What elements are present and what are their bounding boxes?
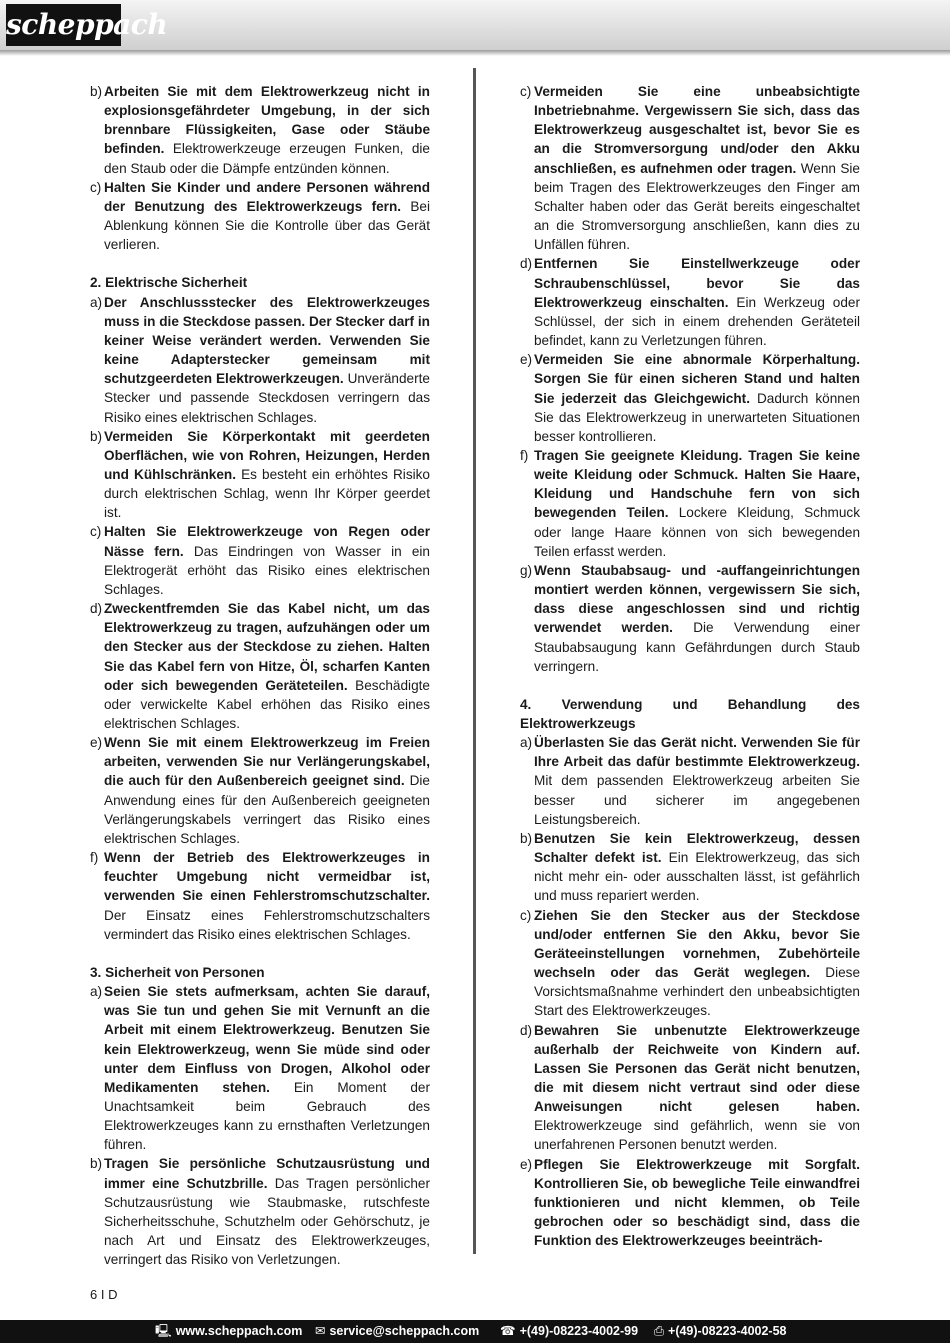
- item-bold-text: Vermeiden Sie eine unbeabsichtigte Inbetriebnahme. Vergewissern Sie sich, dass das Elektrowerkzeug ausgeschaltet ist, bevor Sie es an die Stromversorgung und/oder den Akku anschließen, es aufnehmen oder tragen.: [534, 84, 860, 176]
- item-bold-text: Wenn Sie mit einem Elektrowerkzeug im Freien arbeiten, verwenden Sie nur Verlängerungskabel, die auch für den Außenbereich geeignet sind.: [104, 735, 430, 789]
- item-label: d): [520, 256, 533, 272]
- section-heading: 2. Elektrische Sicherheit: [90, 275, 248, 291]
- item-normal-text: Ein Werkzeug oder Schlüssel, der sich in einem drehenden Geräteteil befindet, kann zu Verletzungen führen.: [534, 294, 860, 349]
- item-bold-text: Halten Sie Elektrowerkzeuge von Regen oder Nässe fern.: [104, 524, 430, 559]
- list-item: [520, 906, 860, 1021]
- item-normal-text: Ein Elektrowerkzeug, das sich nicht mehr ein- oder ausschalten lässt, ist gefährlich und muss repariert werden.: [534, 850, 860, 904]
- item-text: [104, 522, 430, 599]
- scheppach-logo: scheppach: [6, 4, 121, 46]
- item-text: [534, 829, 860, 906]
- item-label: f): [90, 850, 99, 866]
- item-bold-text: Vermeiden Sie eine abnormale Körperhaltung. Sorgen Sie für einen sicheren Stand und halten Sie jederzeit das Gleichgewicht.: [534, 352, 860, 406]
- list-item: [90, 599, 430, 733]
- item-text: [534, 254, 860, 350]
- mail-icon: ✉: [315, 1324, 326, 1338]
- right-column: [520, 82, 860, 1250]
- fax-text: +(49)-08223-4002-58: [668, 1324, 787, 1338]
- list-item: [520, 82, 860, 254]
- item-normal-text: Die Verwendung einer Staubabsaugung kann Gefährdungen durch Staub verringern.: [534, 620, 860, 674]
- section-heading: 3. Sicherheit von Personen: [90, 964, 265, 980]
- item-label: a): [90, 294, 103, 310]
- item-bold-text: Zweckentfremden Sie das Kabel nicht, um das Elektrowerkzeug zu tragen, aufzuhängen oder um den Stecker aus der Steckdose zu ziehen. Halten Sie das Kabel fern von Hitze, Öl, scharfen Kanten oder sich bewegenden Geräteteilen.: [104, 601, 430, 693]
- column-divider: [473, 68, 476, 1254]
- item-label: f): [520, 447, 529, 463]
- item-text: [104, 178, 430, 255]
- list-item: [90, 82, 430, 178]
- item-text: [104, 293, 430, 427]
- list-item: [90, 733, 430, 848]
- item-normal-text: Mit dem passenden Elektrowerkzeug arbeiten Sie besser und sicherer im angegebenen Leistungsbereich.: [534, 773, 860, 827]
- footer-email[interactable]: [315, 1320, 479, 1343]
- item-text: [534, 906, 860, 1021]
- list-item: [90, 427, 430, 523]
- item-normal-text: Ein Moment der Unachtsamkeit beim Gebrauch des Elektrowerkzeuges kann zu ernsthaften Verletzungen führen.: [104, 1079, 431, 1153]
- item-bold-text: Tragen Sie geeignete Kleidung. Tragen Sie keine weite Kleidung oder Schmuck. Halten Sie Haare, Kleidung und Handschuhe fern von sich bewegenden Teilen.: [534, 447, 860, 521]
- list-item: [520, 254, 860, 350]
- item-normal-text: Unveränderte Stecker und passende Steckdosen verringern das Risiko eines elektrischen Schlages.: [104, 371, 430, 425]
- phone-icon: ☎: [500, 1324, 516, 1338]
- item-normal-text: Das Eindringen von Wasser in ein Elektrogerät erhöht das Risiko eines elektrischen Schlages.: [104, 543, 430, 597]
- phone-text: +(49)-08223-4002-99: [519, 1324, 639, 1338]
- item-bold-text: Entfernen Sie Einstellwerkzeuge oder Schraubenschlüssel, bevor Sie das Elektrowerkzeug einschalten.: [534, 256, 860, 310]
- item-text: [534, 733, 860, 829]
- fax-icon: ⎙: [654, 1324, 665, 1338]
- list-item: [90, 522, 430, 599]
- item-normal-text: Wenn Sie beim Tragen des Elektrowerkzeuges den Finger am Schalter haben oder das Gerät bereits eingeschaltet an die Stromversorgung anschließen, kann dies zu Unfällen führen.: [534, 160, 860, 253]
- item-label: e): [520, 1156, 533, 1172]
- list-item: [520, 733, 860, 829]
- item-bold-text: Halten Sie Kinder und andere Personen während der Benutzung des Elektrowerkzeugs fern.: [104, 179, 430, 214]
- item-bold-text: Pflegen Sie Elektrowerkzeuge mit Sorgfalt. Kontrollieren Sie, ob bewegliche Teile einwandfrei funktionieren und nicht klemmen, ob Teile gebrochen oder so beschädigt sind, dass die Funktion des Elektrowerkzeuges beeinträch-: [534, 1156, 860, 1249]
- list-item: [520, 561, 860, 676]
- item-bold-text: Tragen Sie persönliche Schutzausrüstung und immer eine Schutzbrille.: [104, 1156, 430, 1191]
- list-item: [90, 293, 430, 427]
- left-column: [90, 82, 430, 1269]
- page-number: 6 I D: [90, 1287, 118, 1302]
- footer-website[interactable]: [155, 1320, 302, 1343]
- item-label: b): [90, 84, 103, 99]
- website-text: www.scheppach.com: [175, 1324, 303, 1338]
- item-bold-text: Arbeiten Sie mit dem Elektrowerkzeug nicht in explosionsgefährdeter Umgebung, in der sich brennbare Flüssigkeiten, Gase oder Stäube befinden.: [104, 84, 430, 157]
- item-normal-text: Elektrowerkzeuge sind gefährlich, wenn sie von unerfahrenen Personen benutzt werden.: [534, 1118, 860, 1153]
- footer-fax: [654, 1320, 787, 1343]
- item-text: [104, 82, 430, 178]
- item-label: g): [520, 562, 533, 578]
- item-text: [534, 82, 860, 254]
- item-label: d): [520, 1022, 533, 1038]
- list-item: [90, 1154, 430, 1269]
- footer-phone[interactable]: [500, 1320, 638, 1343]
- list-item: [520, 1155, 860, 1251]
- item-normal-text: Die Anwendung eines für den Außenbereich geeigneten Verlängerungskabels verringert das Risiko eines elektrischen Schlages.: [104, 773, 430, 846]
- item-label: b): [520, 830, 533, 846]
- item-text: [534, 350, 860, 446]
- item-label: c): [90, 179, 102, 195]
- list-item: [90, 982, 430, 1154]
- item-bold-text: Bewahren Sie unbenutzte Elektrowerkzeuge außerhalb der Reichweite von Kindern auf. Lassen Sie Personen das Gerät nicht benutzen, die mit diesem nicht vertraut sind oder diese Anweisungen nicht gelesen haben.: [534, 1022, 860, 1115]
- item-normal-text: Der Einsatz eines Fehlerstromschutzschalters vermindert das Risiko eines elektrischen Schlages.: [104, 907, 430, 942]
- section-heading: 4. Verwendung und Behandlung des Elektrowerkzeugs: [520, 696, 860, 731]
- page-footer: [0, 1320, 950, 1343]
- header-shadow: [0, 50, 950, 56]
- item-bold-text: Wenn Staubabsaug- und -auffangeinrichtungen montiert werden können, vergewissern Sie sich, dass diese angeschlossen sind und richtig verwendet werden.: [534, 562, 860, 636]
- item-text: [534, 1021, 860, 1155]
- item-text: [534, 561, 860, 676]
- item-label: c): [520, 84, 532, 99]
- list-item: [520, 829, 860, 906]
- item-bold-text: Überlasten Sie das Gerät nicht. Verwenden Sie für Ihre Arbeit das dafür bestimmte Elektrowerkzeug.: [534, 735, 860, 770]
- computer-icon: 🖳: [155, 1324, 172, 1338]
- item-normal-text: Dadurch können Sie das Elektrowerkzeug in unerwarteten Situationen besser kontrollieren.: [534, 390, 860, 444]
- item-normal-text: Beschädigte oder verwickelte Kabel erhöhen das Risiko eines elektrischen Schlages.: [104, 677, 430, 731]
- item-label: b): [90, 428, 103, 444]
- list-item: [520, 446, 860, 561]
- item-label: e): [90, 735, 103, 751]
- item-text: [534, 1155, 860, 1251]
- list-item: [90, 848, 430, 944]
- item-normal-text: Diese Vorsichtsmaßnahme verhindert den unbeabsichtigten Start des Elektrowerkzeuges.: [534, 965, 861, 1019]
- item-normal-text: Das Tragen persönlicher Schutzausrüstung wie Staubmaske, rutschfeste Sicherheitsschuhe, Schutzhelm oder Gehörschutz, je nach Art und Einsatz des Elektrowerkzeuges, verringert das Risiko von Verletzungen.: [104, 1175, 431, 1268]
- item-bold-text: Vermeiden Sie Körperkontakt mit geerdeten Oberflächen, wie von Rohren, Heizungen, Herden und Kühlschränken.: [104, 428, 430, 482]
- item-label: d): [90, 601, 103, 617]
- item-label: a): [90, 984, 103, 1000]
- item-normal-text: Es besteht ein erhöhtes Risiko durch elektrischen Schlag, wenn Ihr Körper geerdet ist.: [104, 466, 430, 521]
- list-item: [90, 178, 430, 255]
- list-item: [520, 350, 860, 446]
- item-text: [534, 446, 860, 561]
- item-label: e): [520, 352, 533, 368]
- email-text: service@scheppach.com: [329, 1324, 480, 1338]
- item-text: [104, 599, 430, 733]
- item-label: a): [520, 735, 533, 751]
- item-bold-text: Seien Sie stets aufmerksam, achten Sie darauf, was Sie tun und gehen Sie mit Vernunft an die Arbeit mit einem Elektrowerkzeug. Benutzen Sie kein Elektrowerkzeug, wenn Sie müde sind oder unter dem Einfluss von Drogen, Alkohol oder Medikamenten stehen.: [104, 984, 430, 1095]
- item-text: [104, 733, 430, 848]
- item-text: [104, 982, 430, 1154]
- item-text: [104, 1154, 430, 1269]
- item-normal-text: Lockere Kleidung, Schmuck oder lange Haare können von sich bewegenden Teilen erfasst werden.: [534, 505, 860, 559]
- item-text: [104, 848, 430, 944]
- item-text: [104, 427, 430, 523]
- item-bold-text: Benutzen Sie kein Elektrowerkzeug, dessen Schalter defekt ist.: [534, 830, 860, 866]
- item-bold-text: Ziehen Sie den Stecker aus der Steckdose und/oder entfernen Sie den Akku, bevor Sie Geräteeinstellungen vornehmen, Zubehörteile wechseln oder das Gerät weglegen.: [534, 907, 860, 981]
- item-bold-text: Wenn der Betrieb des Elektrowerkzeuges in feuchter Umgebung nicht vermeidbar ist, verwenden Sie einen Fehlerstromschutzschalter.: [104, 850, 430, 904]
- item-label: c): [90, 524, 102, 540]
- item-label: b): [90, 1156, 103, 1172]
- item-bold-text: Der Anschlussstecker des Elektrowerkzeuges muss in die Steckdose passen. Der Stecker darf in keiner Weise verändert werden. Verwenden Sie keine Adapterstecker gemeinsam mit schutzgeerdeten Elektrowerkzeugen.: [104, 294, 430, 387]
- item-label: c): [520, 907, 532, 923]
- item-normal-text: Elektrowerkzeuge erzeugen Funken, die den Staub oder die Dämpfe entzünden können.: [104, 141, 430, 176]
- item-normal-text: Bei Ablenkung können Sie die Kontrolle über das Gerät verlieren.: [104, 198, 430, 253]
- list-item: [520, 1021, 860, 1155]
